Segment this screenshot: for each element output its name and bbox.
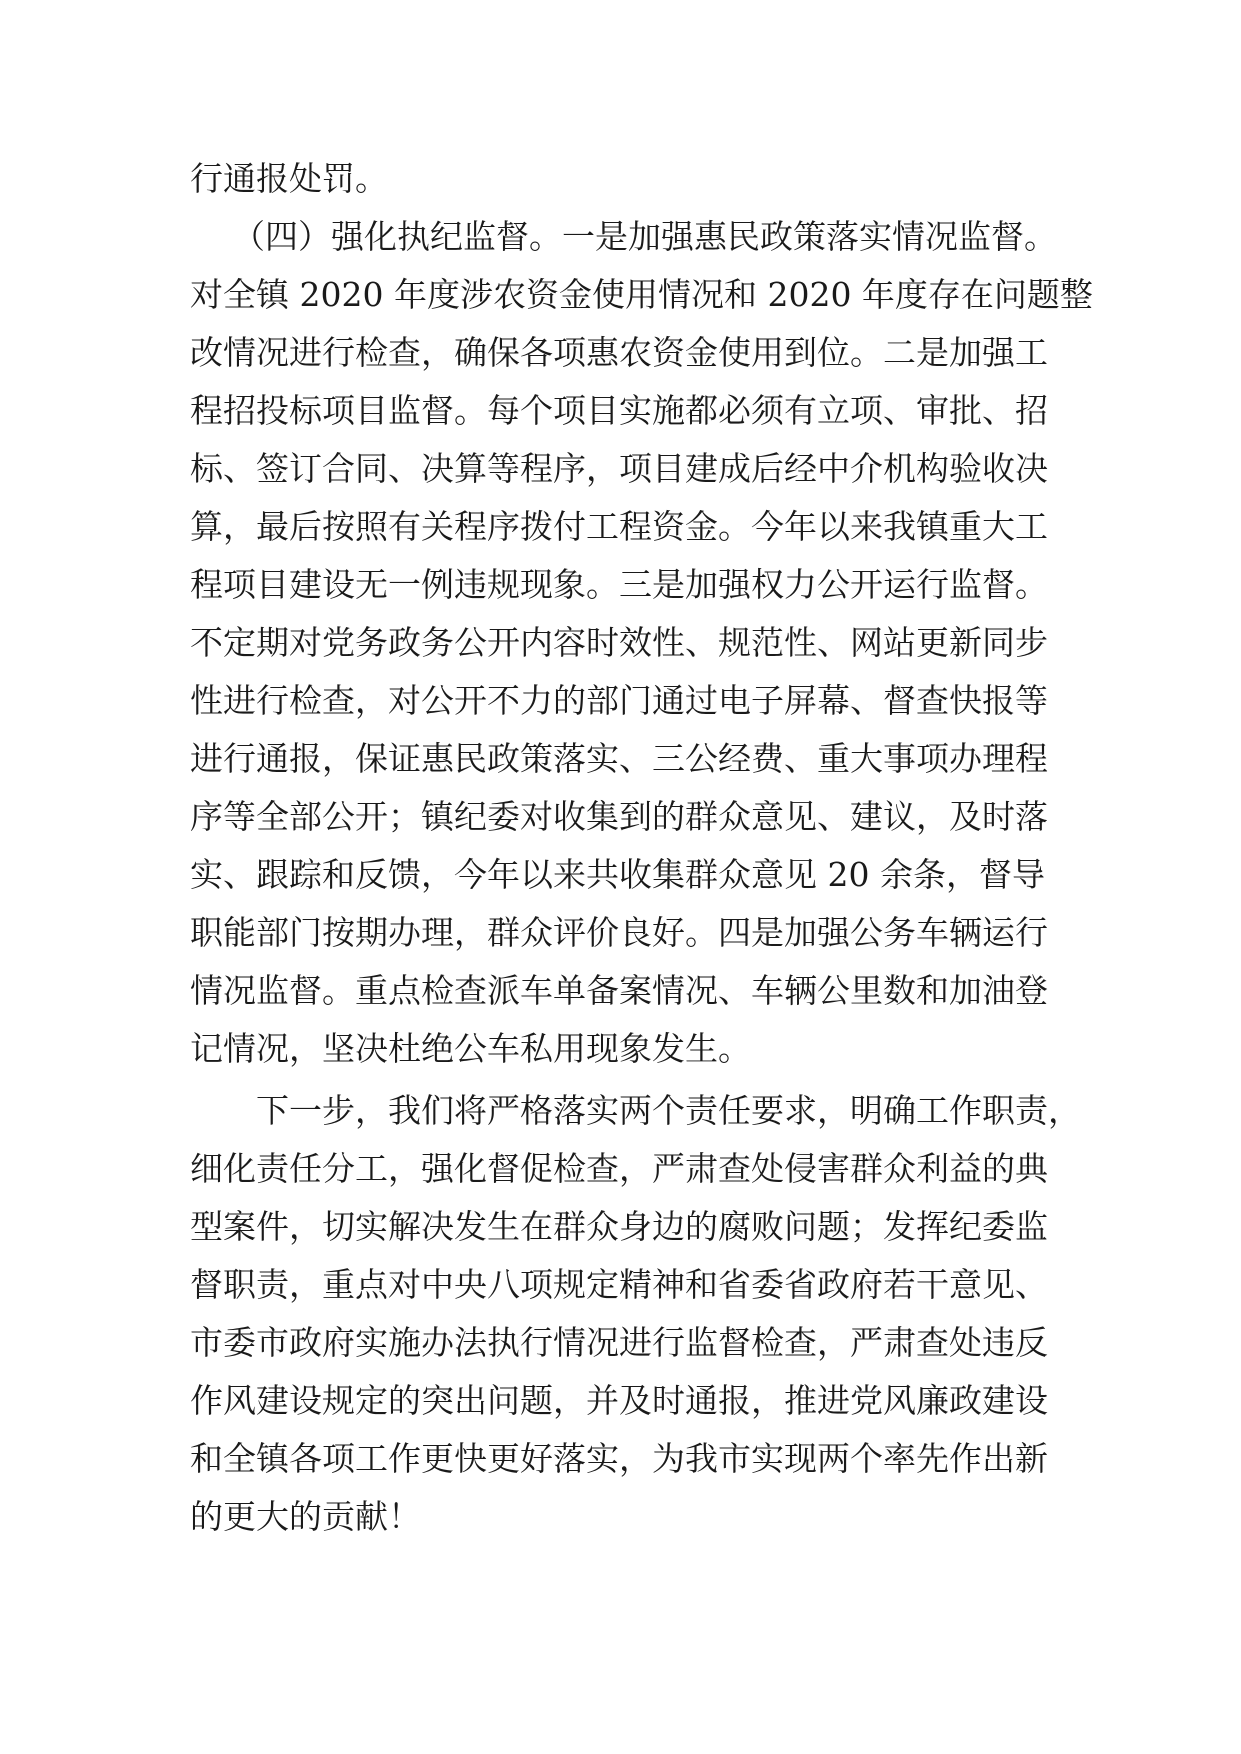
text-line: 督职责，重点对中央八项规定精神和省委省政府若干意见、	[190, 1265, 1048, 1304]
body-text	[190, 150, 1093, 1546]
text-line: 程项目建设无一例违规现象。三是加强权力公开运行监督。	[190, 565, 1048, 604]
text-line: 改情况进行检查，确保各项惠农资金使用到位。二是加强工	[190, 333, 1048, 372]
text-line: 行通报处罚。	[190, 159, 388, 198]
text-line: 序等全部公开；镇纪委对收集到的群众意见、建议，及时落	[190, 797, 1048, 836]
text-line: 程招投标项目监督。每个项目实施都必须有立项、审批、招	[190, 391, 1048, 430]
text-line: 对全镇 2020 年度涉农资金使用情况和 2020 年度存在问题整	[190, 275, 1093, 314]
text-line: 职能部门按期办理，群众评价良好。四是加强公务车辆运行	[190, 913, 1048, 952]
text-line: 型案件，切实解决发生在群众身边的腐败问题；发挥纪委监	[190, 1207, 1048, 1246]
text-line: 和全镇各项工作更快更好落实，为我市实现两个率先作出新	[190, 1439, 1048, 1478]
text-line: 记情况，坚决杜绝公车私用现象发生。	[190, 1029, 751, 1068]
text-line: 进行通报，保证惠民政策落实、三公经费、重大事项办理程	[190, 739, 1048, 778]
text-line: 实、跟踪和反馈，今年以来共收集群众意见 20 余条，督导	[190, 855, 1045, 894]
text-line: 作风建设规定的突出问题，并及时通报，推进党风廉政建设	[190, 1381, 1048, 1420]
text-line: 不定期对党务政务公开内容时效性、规范性、网站更新同步	[190, 623, 1048, 662]
text-line: 性进行检查，对公开不力的部门通过电子屏幕、督查快报等	[190, 681, 1048, 720]
text-line: 细化责任分工，强化督促检查，严肃查处侵害群众利益的典	[190, 1149, 1048, 1188]
text-line: 标、签订合同、决算等程序，项目建成后经中介机构验收决	[190, 449, 1048, 488]
text-line: 市委市政府实施办法执行情况进行监督检查，严肃查处违反	[190, 1323, 1048, 1362]
text-line: 的更大的贡献！	[190, 1497, 421, 1536]
text-line: 算，最后按照有关程序拨付工程资金。今年以来我镇重大工	[190, 507, 1048, 546]
text-line: 下一步，我们将严格落实两个责任要求，明确工作职责，	[256, 1091, 1081, 1130]
text-line: （四）强化执纪监督。一是加强惠民政策落实情况监督。	[232, 217, 1057, 256]
text-line: 情况监督。重点检查派车单备案情况、车辆公里数和加油登	[190, 971, 1048, 1010]
